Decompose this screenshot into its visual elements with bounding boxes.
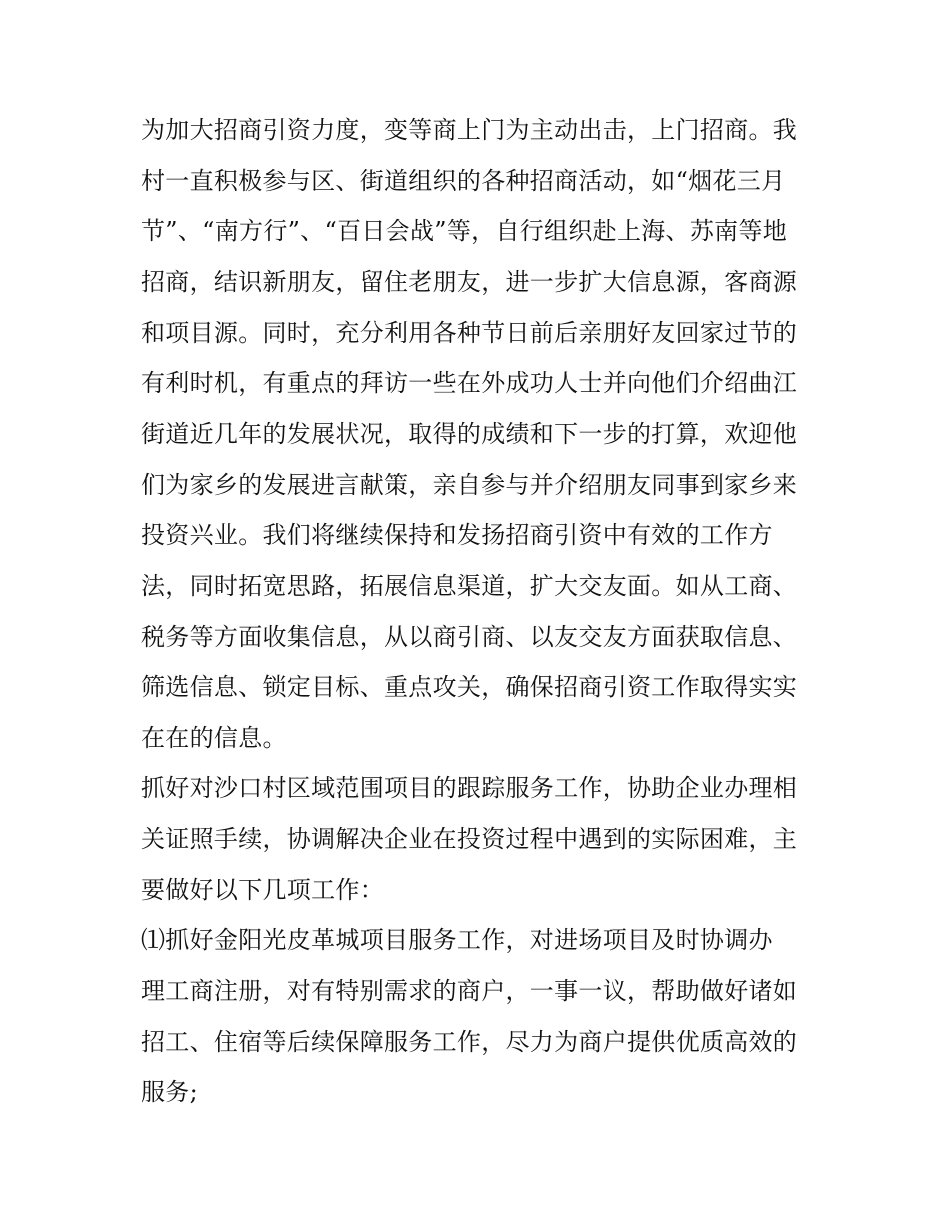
text-line: 筛选信息、锁定目标、重点攻关，确保招商引资工作取得实实 <box>141 673 798 701</box>
text-line: 法，同时拓宽思路，拓展信息渠道，扩大交友面。如从工商、 <box>141 572 798 600</box>
text-line: 要做好以下几项工作： <box>141 876 384 904</box>
text-line: 为加大招商引资力度，变等商上门为主动出击，上门招商。我 <box>141 116 798 144</box>
text-line: 关证照手续，协调解决企业在投资过程中遇到的实际困难，主 <box>141 825 798 853</box>
text-line: 投资兴业。我们将继续保持和发扬招商引资中有效的工作方 <box>141 521 773 549</box>
text-line: 税务等方面收集信息，从以商引商、以友交友方面获取信息、 <box>141 623 798 651</box>
text-line: 服务; <box>141 1078 198 1106</box>
text-line: 们为家乡的发展进言献策，亲自参与并介绍朋友同事到家乡来 <box>141 471 798 499</box>
text-line: 街道近几年的发展状况，取得的成绩和下一步的打算，欢迎他 <box>141 420 798 448</box>
text-line: 村一直积极参与区、街道组织的各种招商活动，如“烟花三月 <box>141 167 786 195</box>
text-line: ⑴抓好金阳光皮革城项目服务工作，对进场项目及时协调办 <box>141 926 773 954</box>
text-line: 有利时机，有重点的拜访一些在外成功人士并向他们介绍曲江 <box>141 369 798 397</box>
text-line: 节”、“南方行”、“百日会战”等，自行组织赴上海、苏南等地 <box>141 217 788 245</box>
text-line: 招商，结识新朋友，留住老朋友，进一步扩大信息源，客商源 <box>141 268 798 296</box>
text-line: 和项目源。同时，充分利用各种节日前后亲朋好友回家过节的 <box>141 319 798 347</box>
text-line: 招工、住宿等后续保障服务工作，尽力为商户提供优质高效的 <box>141 1028 798 1056</box>
text-line: 在在的信息。 <box>141 724 287 752</box>
text-line: 理工商注册，对有特别需求的商户，一事一议，帮助做好诸如 <box>141 977 798 1005</box>
text-line: 抓好对沙口村区域范围项目的跟踪服务工作，协助企业办理相 <box>141 774 798 802</box>
